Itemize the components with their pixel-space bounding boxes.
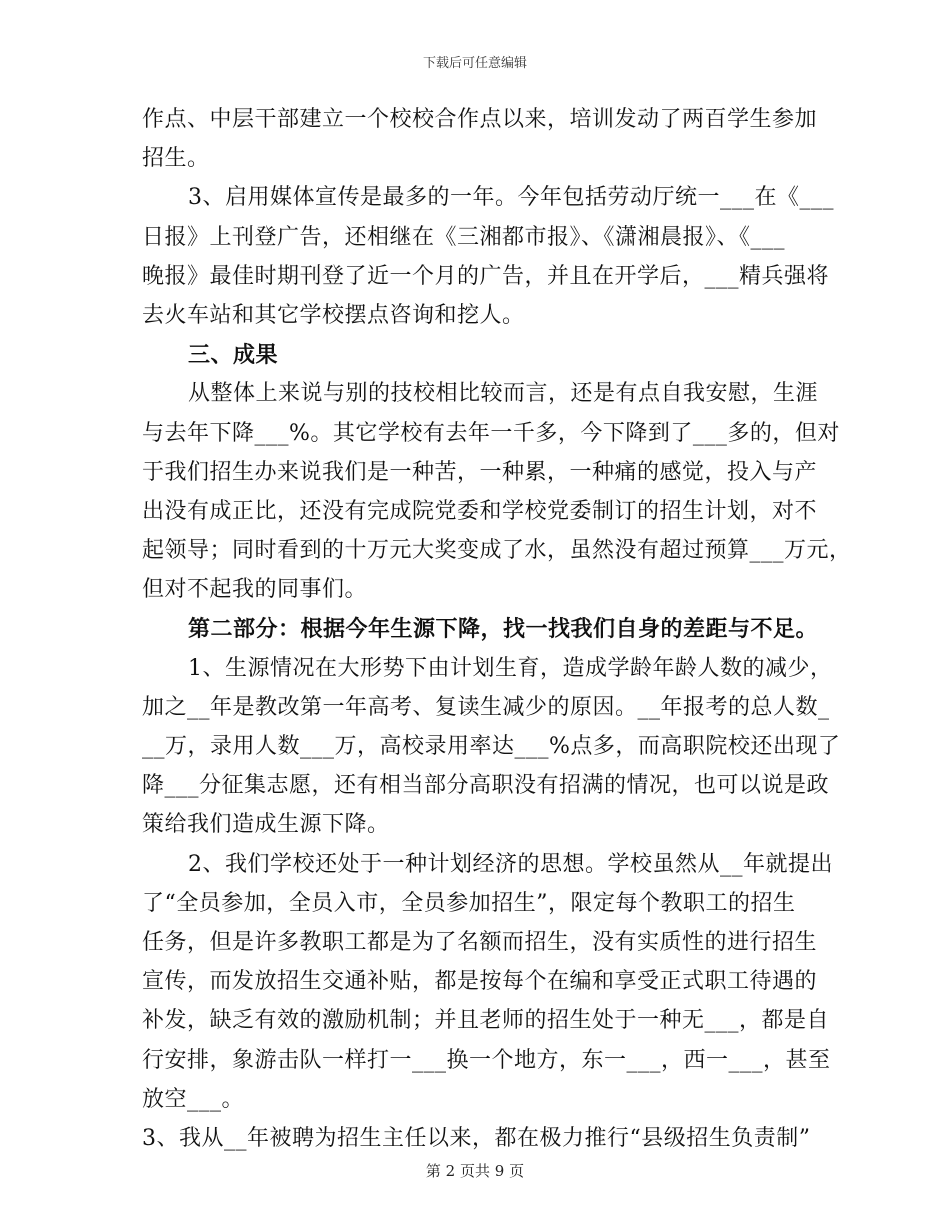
text-line: 行安排，象游击队一样打一___换一个地方，东一___，西一___，甚至 (142, 1047, 831, 1073)
text-line: 但对不起我的同事们。 (142, 577, 368, 603)
text-line: 放空___。 (142, 1086, 245, 1112)
page-footer: 第 2 页共 9 页 (425, 1162, 525, 1180)
text-line: 3、我从__年被聘为招生主任以来，都在极力推行“县级招生负责制” (142, 1125, 811, 1151)
text-line: 加之__年是教改第一年高考、复读生减少的原因。__年报考的总人数_ (142, 694, 830, 720)
page-header: 下载后可任意编辑 (422, 56, 527, 71)
text-line: 了“全员参加，全员入市，全员参加招生”，限定每个教职工的招生 (142, 890, 796, 916)
text-line: __万，录用人数___万，高校录用率达___%点多，而高职院校还出现了 (142, 734, 841, 759)
text-line: 宣传，而发放招生交通补贴，都是按每个在编和享受正式职工待遇的 (142, 969, 818, 995)
text-line: 作点、中层干部建立一个校校合作点以来，培训发动了两百学生参加 (142, 107, 818, 132)
text-line: 与去年下降___%。其它学校有去年一千多，今下降到了___多的，但对 (142, 420, 840, 446)
text-line: 出没有成正比，还没有完成院党委和学校党委制订的招生计划，对不 (142, 498, 818, 524)
text-line: 3、启用媒体宣传是最多的一年。今年包括劳动厅统一___在《___ (188, 185, 834, 211)
text-line: 从整体上来说与别的技校相比较而言，还是有点自我安慰，生涯 (188, 381, 819, 407)
text-line: 晚报》最佳时期刊登了近一个月的广告，并且在开学后，___精兵强将 (142, 263, 830, 289)
text-line: 2、我们学校还处于一种计划经济的思想。学校虽然从__年就提出 (188, 851, 833, 877)
text-line: 去火车站和其它学校摆点咨询和挖人。 (142, 302, 525, 328)
text-line: 1、生源情况在大形势下由计划生育，造成学龄年龄人数的减少， (188, 655, 833, 681)
part-heading: 第二部分：根据今年生源下降，找一找我们自身的差距与不足。 (188, 616, 819, 643)
text-line: 于我们招生办来说我们是一种苦，一种累，一种痛的感觉，投入与产 (142, 459, 818, 485)
document-body (142, 103, 852, 1161)
text-line: 任务，但是许多教职工都是为了名额而招生，没有实质性的进行招生 (142, 929, 818, 955)
text-line: 策给我们造成生源下降。 (142, 812, 390, 838)
text-line: 日报》上刊登广告，还相继在《三湘都市报》、《潇湘晨报》、《___ (142, 224, 786, 250)
text-line: 起领导；同时看到的十万元大奖变成了水，虽然没有超过预算___万元， (142, 538, 852, 564)
section-heading: 三、成果 (188, 342, 279, 369)
text-line: 降___分征集志愿，还有相当部分高职没有招满的情况，也可以说是政 (142, 773, 830, 799)
text-line: 补发，缺乏有效的激励机制；并且老师的招生处于一种无___，都是自 (142, 1008, 830, 1034)
text-line: 招生。 (142, 146, 210, 172)
